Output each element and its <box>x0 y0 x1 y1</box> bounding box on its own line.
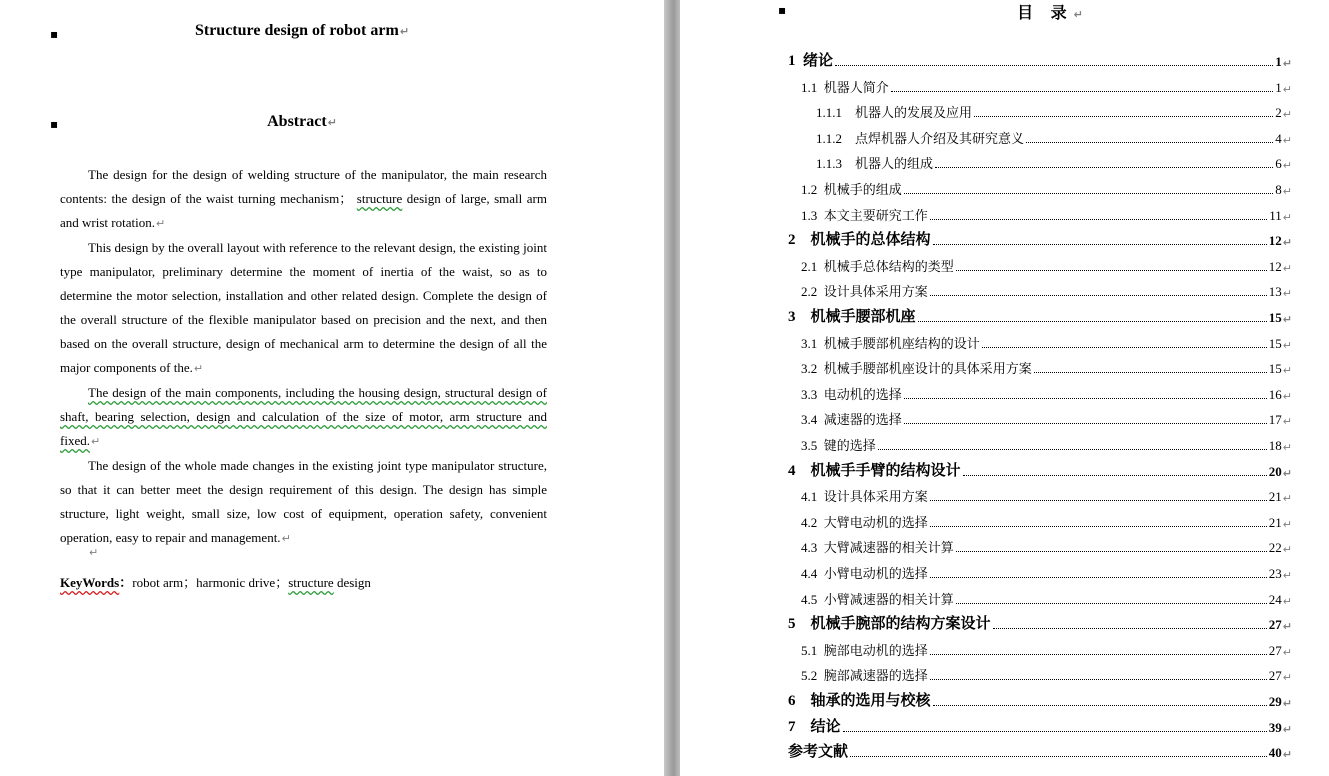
toc-entry-number: 3.2 <box>801 361 824 377</box>
toc-entry-title: 结论 <box>810 716 841 735</box>
toc-entry-title: 大臂电动机的选择 <box>823 515 928 531</box>
toc-entry-number: 1.1.1 <box>816 105 855 121</box>
paragraph-mark-icon: ↵ <box>89 546 99 559</box>
toc-entry-title: 设计具体采用方案 <box>823 285 928 301</box>
paragraph-mark-icon: ↵ <box>1282 569 1292 582</box>
toc-dot-leader <box>843 731 1267 732</box>
document-page-left <box>0 0 664 776</box>
paragraph-mark-icon: ↵ <box>1282 722 1292 736</box>
toc-dot-leader <box>974 116 1273 117</box>
toc-page-number: 22 <box>1268 540 1282 556</box>
toc-page-number: 24 <box>1268 591 1282 607</box>
toc-page-number: 1 <box>1275 79 1282 95</box>
toc-page-number: 12 <box>1268 258 1282 274</box>
toc-page-number: 17 <box>1268 412 1282 428</box>
toc-entry[interactable] <box>801 408 1292 428</box>
toc-entry[interactable] <box>788 741 1292 761</box>
toc-page-number: 23 <box>1268 566 1282 581</box>
toc-page-number: 20 <box>1268 463 1282 479</box>
toc-entry-number: 1.2 <box>801 182 824 197</box>
paragraph-mark-icon: ↵ <box>1282 159 1292 173</box>
toc-entry[interactable] <box>788 690 1292 710</box>
toc-entry-number: 1.1.3 <box>816 156 855 172</box>
toc-dot-leader <box>1026 142 1273 143</box>
paragraph-mark-icon: ↵ <box>1282 492 1292 506</box>
toc-entry-title: 机械手腰部机座设计的具体采用方案 <box>823 362 1032 378</box>
toc-entry-title: 绪论 <box>803 51 834 69</box>
toc-entry-title: 腕部减速器的选择 <box>823 669 928 685</box>
toc-entry-number: 4.1 <box>801 489 824 505</box>
paragraph-mark-icon: ↵ <box>1282 517 1292 531</box>
paragraph-bullet: ▪ <box>778 3 787 17</box>
toc-entry-number: 4.2 <box>801 514 824 530</box>
toc-page-number: 29 <box>1268 694 1282 709</box>
toc-dot-leader <box>930 500 1267 501</box>
toc-entry-title: 设计具体采用方案 <box>823 490 928 506</box>
toc-page-number: 40 <box>1268 745 1282 761</box>
paragraph-mark-icon: ↵ <box>1282 671 1292 685</box>
abstract-paragraph: The design of the main components, including the housing design, structural design of shaft, bearing selection, design and calculation of the size of motor, arm structure and fixed.↵ <box>60 385 547 448</box>
toc-entry-number: 2.2 <box>801 284 824 300</box>
toc-dot-leader <box>918 321 1267 322</box>
toc-page-number: 15 <box>1268 310 1282 325</box>
toc-entry-title: 机械手腰部机座 <box>810 307 916 325</box>
toc-page-number: 15 <box>1268 335 1282 351</box>
paragraph-mark-icon: ↵ <box>1282 261 1292 275</box>
toc-entry-number: 2 <box>788 232 811 249</box>
toc-page-number: 6 <box>1275 156 1282 172</box>
paragraph-mark-icon: ↵ <box>193 362 204 375</box>
toc-entry[interactable] <box>801 76 1292 96</box>
toc-dot-leader <box>930 654 1267 655</box>
toc-entry-number: 1.3 <box>801 207 824 223</box>
toc-page-number: 16 <box>1268 386 1282 402</box>
paragraph-mark-icon: ↵ <box>399 25 410 38</box>
toc-entry-number: 3.1 <box>801 335 824 351</box>
toc-dot-leader <box>904 193 1274 194</box>
toc-entry-title: 键的选择 <box>823 439 876 454</box>
toc-dot-leader <box>993 628 1267 629</box>
paragraph-mark-icon: ↵ <box>1282 594 1292 608</box>
toc-page-number: 27 <box>1268 668 1282 684</box>
toc-entry-number: 4.3 <box>801 540 824 556</box>
toc-entry-number: 4.5 <box>801 591 824 607</box>
toc-dot-leader <box>904 423 1267 424</box>
abstract-paragraph: The design of the whole made changes in the existing joint type manipulator structure, so that it can better meet the design requirement of this design. The design has simple structure, light weight, small size, low cost of equipment, operation safety, convenient operation, easy to repair and management.↵ <box>60 458 547 545</box>
toc-entry-number: 1.1.2 <box>816 130 855 146</box>
paragraph-mark-icon: ↵ <box>1282 313 1292 326</box>
paragraph-bullet: ▪ <box>50 117 59 131</box>
toc-entry[interactable] <box>801 485 1292 505</box>
toc-page-number: 39 <box>1268 719 1282 735</box>
toc-entry-title: 机器人的发展及应用 <box>855 106 973 122</box>
toc-dot-leader <box>930 679 1267 680</box>
document-page-right <box>680 0 1329 776</box>
toc-page-number: 27 <box>1268 642 1282 658</box>
toc-dot-leader <box>930 526 1267 527</box>
paragraph-mark-icon: ↵ <box>90 435 101 448</box>
paragraph-mark-icon: ↵ <box>1282 415 1292 429</box>
toc-page-number: 1 <box>1275 54 1282 69</box>
abstract-paragraph: This design by the overall layout with reference to the relevant design, the existing joint type manipulator, preliminary determine the moment of inertia of the waist, so as to determine the motor selection, installation and other related design. Complete the design of the overall structure of the flexible manipulator based on precision and the next, and then based on the overall structure, design of mechanical arm to determine the design of all the major components of the.↵ <box>60 240 547 375</box>
toc-entry[interactable] <box>801 588 1292 608</box>
paragraph-mark-icon: ↵ <box>1282 210 1292 224</box>
toc-dot-leader <box>956 270 1267 271</box>
toc-page-number: 8 <box>1275 182 1282 197</box>
toc-entry-title: 机械手腰部机座结构的设计 <box>823 336 980 352</box>
toc-entry-title: 小臂电动机的选择 <box>823 567 928 582</box>
toc-entry-number: 3.3 <box>801 386 824 402</box>
paragraph-mark-icon: ↵ <box>1282 645 1292 659</box>
toc-page-number: 12 <box>1268 233 1282 249</box>
toc-entry-title: 本文主要研究工作 <box>823 208 928 224</box>
toc-dot-leader <box>930 295 1267 296</box>
paragraph-bullet: ▪ <box>50 27 59 41</box>
toc-entry[interactable] <box>801 332 1292 352</box>
document-title: Structure design of robot arm↵ <box>194 22 410 39</box>
toc-entry-title: 机械手总体结构的类型 <box>823 259 954 275</box>
toc-entry[interactable] <box>801 639 1292 659</box>
toc-entry-title: 机械手腕部的结构方案设计 <box>810 614 991 633</box>
toc-dot-leader <box>835 65 1273 66</box>
toc-entry[interactable] <box>801 255 1292 275</box>
paragraph-mark-icon: ↵ <box>1282 466 1292 480</box>
toc-page-number: 4 <box>1275 130 1282 146</box>
toc-entry-number: 1.1 <box>801 79 824 95</box>
toc-dot-leader <box>933 244 1267 245</box>
toc-entry-number: 3.5 <box>801 438 824 453</box>
toc-entry[interactable] <box>816 127 1292 147</box>
abstract-body <box>60 163 547 551</box>
paragraph-mark-icon: ↵ <box>1073 8 1083 21</box>
toc-dot-leader <box>930 219 1267 220</box>
paragraph-mark-icon: ↵ <box>1282 389 1292 403</box>
toc-entry[interactable] <box>788 229 1292 249</box>
toc-dot-leader <box>963 475 1267 476</box>
abstract-paragraph: The design for the design of welding structure of the manipulator, the main research contents: the design of the waist turning mechanism； structure design of large, small arm and wrist rotation.↵ <box>60 167 547 230</box>
paragraph-mark-icon: ↵ <box>1282 236 1292 250</box>
toc-dot-leader <box>956 603 1267 604</box>
toc-entry[interactable] <box>788 613 1292 633</box>
toc-dot-leader <box>904 398 1267 399</box>
toc-entry-title: 机械手的组成 <box>823 183 902 198</box>
toc-entry-title: 大臂减速器的相关计算 <box>823 541 954 557</box>
paragraph-mark-icon: ↵ <box>1282 338 1292 352</box>
toc-dot-leader <box>850 756 1267 757</box>
toc-page-number: 21 <box>1268 514 1282 530</box>
toc-page-number: 15 <box>1268 361 1282 377</box>
paragraph-mark-icon: ↵ <box>155 217 166 230</box>
toc-entry[interactable] <box>801 511 1292 531</box>
toc-entry-number: 7 <box>788 718 811 735</box>
toc-entry-number: 3 <box>788 309 811 325</box>
toc-entry-title: 轴承的选用与校核 <box>810 691 931 709</box>
paragraph-mark-icon: ↵ <box>281 532 291 545</box>
toc-entry-title: 点焊机器人介绍及其研究意义 <box>855 131 1025 147</box>
toc-title: 目 录↵ <box>1017 3 1083 22</box>
toc-dot-leader <box>930 577 1267 578</box>
toc-entry-number: 5 <box>788 616 811 633</box>
toc-entry-number: 1 <box>788 53 803 69</box>
toc-entry-title: 参考文献 <box>788 742 849 761</box>
toc-entry-number: 6 <box>788 693 811 709</box>
toc-entry[interactable] <box>801 536 1292 556</box>
toc-entry[interactable] <box>788 460 1292 480</box>
toc-entry[interactable] <box>801 434 1292 454</box>
toc-entry-number: 4 <box>788 462 811 479</box>
toc-entry[interactable] <box>801 562 1292 582</box>
paragraph-mark-icon: ↵ <box>1282 441 1292 454</box>
toc-dot-leader <box>878 449 1267 450</box>
abstract-heading: Abstract↵ <box>267 113 337 130</box>
toc-page-number: 18 <box>1268 438 1282 453</box>
toc-entry-number: 3.4 <box>801 412 824 428</box>
paragraph-mark-icon: ↵ <box>1282 543 1292 557</box>
paragraph-mark-icon: ↵ <box>1282 697 1292 710</box>
toc-entry[interactable] <box>801 204 1292 224</box>
toc-dot-leader <box>1034 372 1267 373</box>
paragraph-mark-icon: ↵ <box>327 116 337 129</box>
page-gutter <box>664 0 680 776</box>
toc-dot-leader <box>982 347 1267 348</box>
toc-entry[interactable] <box>788 716 1292 736</box>
toc-entry-number: 4.4 <box>801 566 824 581</box>
toc-entry-number: 5.1 <box>801 642 824 658</box>
paragraph-mark-icon: ↵ <box>1282 620 1292 634</box>
toc-entry-title: 电动机的选择 <box>823 387 902 403</box>
paragraph-mark-icon: ↵ <box>1282 57 1292 70</box>
paragraph-mark-icon: ↵ <box>1282 133 1292 147</box>
toc-entry-title: 机械手的总体结构 <box>810 230 931 249</box>
paragraph-mark-icon: ↵ <box>1282 185 1292 198</box>
paragraph-mark-icon: ↵ <box>1282 364 1292 378</box>
toc-dot-leader <box>956 551 1267 552</box>
toc-entry[interactable] <box>801 383 1292 403</box>
toc-page-number: 11 <box>1269 207 1282 223</box>
toc-entry[interactable] <box>801 357 1292 377</box>
toc-entry-title: 机器人简介 <box>823 80 889 96</box>
toc-dot-leader <box>935 167 1273 168</box>
toc-entry[interactable] <box>816 152 1292 172</box>
toc-entry-title: 机械手手臂的结构设计 <box>810 460 961 479</box>
keywords-line: KeyWords：robot arm；harmonic drive；structure design <box>60 575 371 590</box>
paragraph-mark-icon: ↵ <box>1282 82 1292 96</box>
toc-entry-title: 减速器的选择 <box>823 413 902 429</box>
toc-entry-title: 腕部电动机的选择 <box>823 643 928 659</box>
toc-entry[interactable] <box>801 178 1292 198</box>
paragraph-mark-icon: ↵ <box>1282 287 1292 301</box>
toc-page-number: 21 <box>1268 489 1282 505</box>
paragraph-mark-icon: ↵ <box>1282 108 1292 122</box>
toc-entry-title: 小臂减速器的相关计算 <box>823 592 954 608</box>
toc-entry-number: 5.2 <box>801 668 824 684</box>
toc-page-number: 2 <box>1275 105 1282 121</box>
toc-entry[interactable] <box>788 50 1292 70</box>
toc-page-number: 27 <box>1268 617 1282 633</box>
toc-dot-leader <box>933 705 1267 706</box>
toc-entry[interactable] <box>801 664 1292 684</box>
toc-entry[interactable] <box>801 280 1292 300</box>
toc-entry[interactable] <box>788 306 1292 326</box>
toc-entry[interactable] <box>816 101 1292 121</box>
toc-entry-number: 2.1 <box>801 258 824 274</box>
toc-entry-title: 机器人的组成 <box>855 157 934 173</box>
toc-dot-leader <box>891 91 1274 92</box>
toc-page-number: 13 <box>1268 284 1282 300</box>
paragraph-mark-icon: ↵ <box>1282 748 1292 762</box>
